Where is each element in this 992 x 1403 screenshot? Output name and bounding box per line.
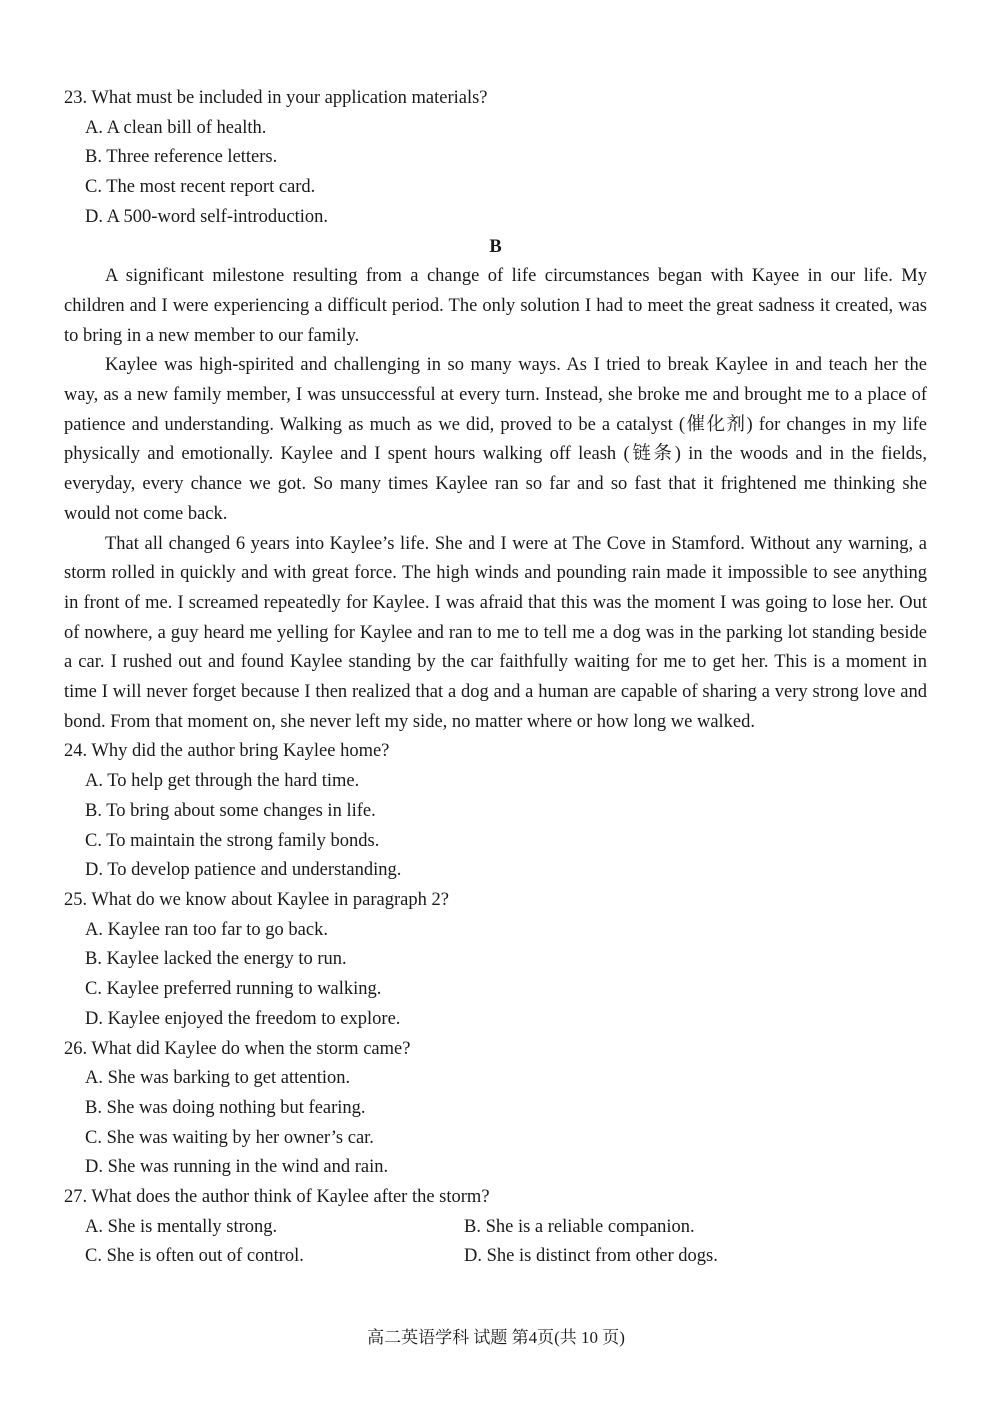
option-b: B. To bring about some changes in life.: [85, 800, 376, 821]
question-23: [64, 84, 927, 233]
option-b: B. She was doing nothing but fearing.: [85, 1097, 366, 1118]
option-b: B. She is a reliable companion.: [464, 1216, 695, 1237]
passage-paragraph-3: That all changed 6 years into Kaylee’s life. She and I were at The Cove in Stamford. Without any warning, a storm rolled in quickly and with great force. The high winds and pounding rain made it impossible to see anything in front of me. I screamed repeatedly for Kaylee. I was afraid that this was the moment I was going to lose her. Out of nowhere, a guy heard me yelling for Kaylee and ran to me to tell me a dog was in the parking lot standing beside a car. I rushed out and found Kaylee standing by the car faithfully waiting for me to get her. This is a moment in time I will never forget because I then realized that a dog and a human are capable of sharing a very strong love and bond. From that moment on, she never left my side, no matter where or how long we walked.: [64, 533, 927, 732]
question-27: [64, 1183, 927, 1272]
page-footer: 高二英语学科 试题 第4页(共 10 页): [367, 1328, 625, 1347]
question-26: [64, 1035, 927, 1184]
option-a: A. She was barking to get attention.: [85, 1068, 351, 1089]
options-row-1: [64, 1213, 927, 1243]
option-a: A. To help get through the hard time.: [85, 771, 360, 792]
question-text: 25. What do we know about Kaylee in paragraph 2?: [64, 889, 449, 910]
option-c: C. To maintain the strong family bonds.: [85, 830, 380, 851]
question-24: [64, 737, 927, 886]
question-25: [64, 886, 927, 1035]
reading-passage: [64, 262, 927, 737]
question-text: 27. What does the author think of Kaylee after the storm?: [64, 1187, 490, 1208]
option-c: C. The most recent report card.: [85, 177, 316, 198]
option-b: B. Three reference letters.: [85, 147, 278, 168]
exam-page: [64, 84, 927, 1272]
option-a: A. A clean bill of health.: [85, 117, 267, 138]
option-d: D. She is distinct from other dogs.: [464, 1246, 718, 1267]
option-d: D. Kaylee enjoyed the freedom to explore.: [85, 1008, 401, 1029]
question-text: 24. Why did the author bring Kaylee home?: [64, 741, 390, 762]
options-row-2: [64, 1242, 927, 1272]
option-c: C. Kaylee preferred running to walking.: [85, 979, 382, 1000]
question-text: 26. What did Kaylee do when the storm came?: [64, 1038, 411, 1059]
option-d: D. She was running in the wind and rain.: [85, 1157, 389, 1178]
section-title: B: [489, 236, 502, 257]
passage-paragraph-1: A significant milestone resulting from a change of life circumstances began with Kayee in our life. My children and I were experiencing a difficult period. The only solution I had to meet the great sadness it created, was to bring in a new member to our family.: [64, 266, 927, 346]
option-c: C. She was waiting by her owner’s car.: [85, 1127, 374, 1148]
passage-paragraph-2: Kaylee was high-spirited and challenging in so many ways. As I tried to break Kaylee in and teach her the way, as a new family member, I was unsuccessful at every turn. Instead, she broke me and brought me to a place of patience and understanding. Walking as much as we did, proved to be a catalyst (催化剂) for changes in my life physically and emotionally. Kaylee and I spent hours walking off leash (链条) in the woods and in the fields, everyday, every chance we got. So many times Kaylee ran so far and so fast that it frightened me thinking she would not come back.: [64, 355, 927, 524]
option-a: A. Kaylee ran too far to go back.: [85, 919, 328, 940]
option-d: D. To develop patience and understanding.: [85, 860, 402, 881]
option-a: A. She is mentally strong.: [85, 1216, 278, 1237]
question-text: 23. What must be included in your application materials?: [64, 88, 488, 108]
option-b: B. Kaylee lacked the energy to run.: [85, 949, 347, 970]
option-c: C. She is often out of control.: [85, 1246, 304, 1267]
option-d: D. A 500-word self-introduction.: [85, 206, 329, 227]
